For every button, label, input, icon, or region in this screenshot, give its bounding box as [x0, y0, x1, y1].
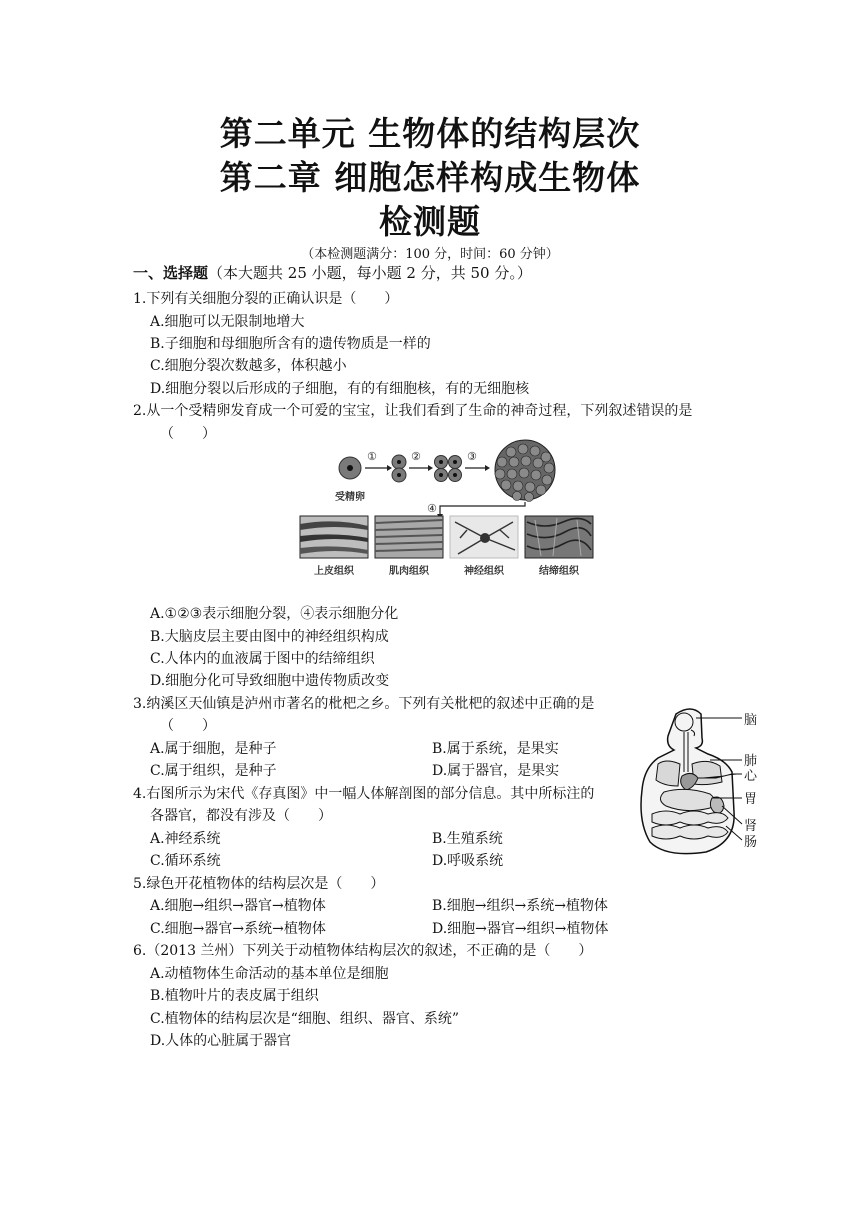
q5-option-d: D.细胞→器官→组织→植物体: [432, 921, 609, 937]
q3-option-b: B.属于系统，是果实: [432, 741, 559, 757]
q6-option-a: A.动植物体生命活动的基本单位是细胞: [150, 966, 389, 982]
score-time-note: （本检测题满分：100 分，时间：60 分钟）: [301, 247, 559, 262]
q6-option-b: B.植物叶片的表皮属于组织: [150, 988, 319, 1004]
q1-option-d: D.细胞分裂以后形成的子细胞，有的有细胞核，有的无细胞核: [150, 381, 530, 397]
q1-option-b: B.子细胞和母细胞所含有的遗传物质是一样的: [150, 336, 431, 352]
q2-option-d: D.细胞分化可导致细胞中遗传物质改变: [150, 673, 390, 689]
q2-option-c: C.人体内的血液属于图中的结缔组织: [150, 651, 375, 667]
title-test: 检测题: [379, 202, 481, 241]
q5-option-a: A.细胞→组织→器官→植物体: [150, 898, 326, 914]
tissue-label-nerve: 神经组织: [464, 566, 504, 577]
q3-stem: 3.纳溪区天仙镇是泸州市著名的枇杷之乡。下列有关枇杷的叙述中正确的是: [133, 696, 595, 712]
q5-stem: 5.绿色开花植物体的结构层次是（ ）: [133, 876, 385, 892]
q4-option-a: A.神经系统: [150, 831, 221, 847]
q6-stem: 6.（2013 兰州）下列关于动植物体结构层次的叙述，不正确的是（ ）: [133, 943, 593, 959]
anatomy-figure: [636, 702, 796, 862]
q2-option-a: A.①②③表示细胞分裂，④表示细胞分化: [150, 606, 399, 622]
section-desc: （本大题共 25 小题，每小题 2 分，共 50 分。）: [208, 264, 532, 282]
step-4-label: ④: [427, 502, 437, 515]
q3-option-d: D.属于器官，是果实: [432, 763, 560, 779]
cell-mass-icon: [495, 440, 555, 502]
q5-option-b: B.细胞→组织→系统→植物体: [432, 898, 608, 914]
step-3-label: ③: [467, 450, 477, 463]
q2-stem: 2.从一个受精卵发育成一个可爱的宝宝，让我们看到了生命的神奇过程，下列叙述错误的是: [133, 403, 693, 419]
connective-tissue-icon: [525, 516, 593, 558]
tissue-label-epithelial: 上皮组织: [314, 566, 354, 577]
tissue-label-connective: 结缔组织: [539, 566, 579, 577]
label-lung: 肺: [744, 754, 758, 769]
q4-stem-cont: 各器官，都没有涉及（ ）: [150, 808, 332, 824]
q4-option-d: D.呼吸系统: [432, 853, 504, 869]
q4-option-b: B.生殖系统: [432, 831, 503, 847]
q2-option-b: B.大脑皮层主要由图中的神经组织构成: [150, 629, 389, 645]
label-stomach: 胃: [744, 792, 758, 807]
q2-stem-cont: （ ）: [160, 426, 216, 442]
q3-option-c: C.属于组织，是种子: [150, 763, 277, 779]
title-unit: 第二单元 生物体的结构层次: [219, 114, 641, 153]
section-title: 一、选择题: [133, 264, 209, 282]
q1-option-a: A.细胞可以无限制地增大: [150, 314, 305, 330]
q3-option-a: A.属于细胞，是种子: [150, 741, 277, 757]
label-heart: 心: [744, 769, 758, 784]
q6-option-d: D.人体的心脏属于器官: [150, 1033, 292, 1049]
step-2-label: ②: [411, 450, 421, 463]
step-1-label: ①: [367, 450, 377, 463]
title-chapter: 第二章 细胞怎样构成生物体: [219, 158, 641, 197]
nerve-tissue-icon: [450, 516, 518, 558]
label-intestine: 肠: [744, 835, 758, 850]
q6-option-c: C.植物体的结构层次是“细胞、组织、器官、系统”: [150, 1011, 459, 1027]
q5-option-c: C.细胞→器官→系统→植物体: [150, 921, 326, 937]
egg-label: 受精卵: [335, 492, 365, 503]
label-brain: 脑: [744, 713, 758, 728]
q3-stem-cont: （ ）: [160, 718, 216, 734]
q1-stem: 1.下列有关细胞分裂的正确认识是（ ）: [133, 291, 399, 307]
epithelial-tissue-icon: [300, 516, 368, 558]
section-heading: [133, 262, 532, 283]
tissue-label-muscle: 肌肉组织: [389, 566, 429, 577]
label-kidney: 肾: [744, 819, 758, 834]
q4-stem: 4.右图所示为宋代《存真图》中一幅人体解剖图的部分信息。其中所标注的: [133, 786, 595, 802]
cell-development-figure: [295, 438, 605, 588]
muscle-tissue-icon: [375, 516, 443, 558]
q1-option-c: C.细胞分裂次数越多，体积越小: [150, 358, 347, 374]
q4-option-c: C.循环系统: [150, 853, 221, 869]
